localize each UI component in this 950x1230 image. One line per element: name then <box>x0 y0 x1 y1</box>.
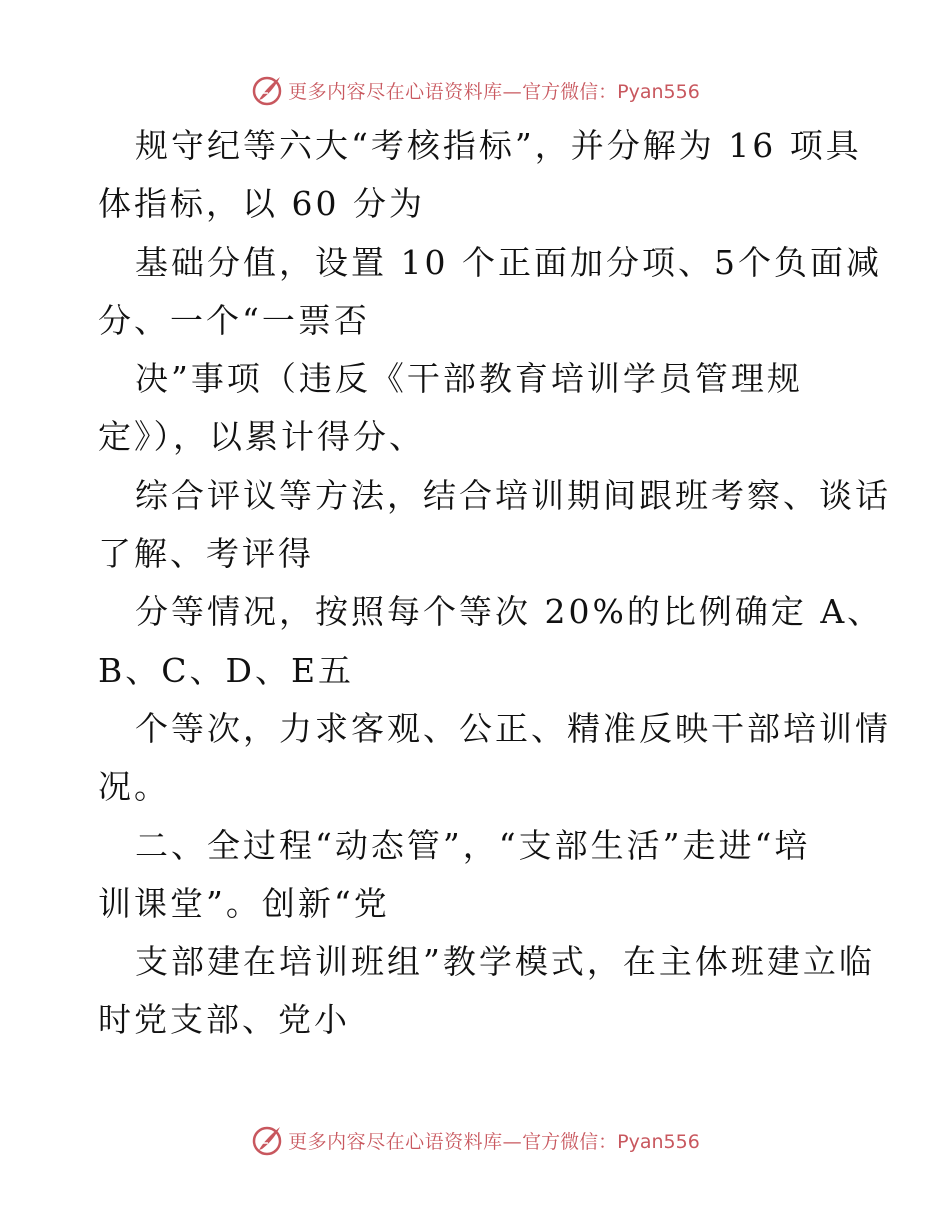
text-line: 定》），以累计得分、 <box>98 417 425 457</box>
text-line: 况。 <box>98 767 170 807</box>
text-line: 规守纪等六大“考核指标”，并分解为 16 项具 <box>135 126 862 165</box>
footer-contact-text: 官方微信：Pyan556 <box>522 1130 700 1153</box>
text-line: 分等情况，按照每个等次 20%的比例确定 A、 <box>135 592 884 632</box>
text-line: 时党支部、党小 <box>98 1000 350 1040</box>
quill-logo-icon <box>250 73 284 107</box>
text-line: 了解、考评得 <box>98 534 314 574</box>
text-line: 支部建在培训班组”教学模式，在主体班建立临 <box>135 942 875 982</box>
footer-banner <box>0 1120 950 1160</box>
text-line: 训课堂”。创新“党 <box>98 883 390 923</box>
quill-logo-icon <box>250 1123 284 1157</box>
document-body <box>98 117 891 1050</box>
footer-brand-text: 更多内容尽在心语资料库— <box>288 1130 523 1153</box>
text-line: B、C、D、E五 <box>98 650 355 690</box>
text-line: 综合评议等方法，结合培训期间跟班考察、谈话 <box>135 475 891 515</box>
text-line: 个等次，力求客观、公正、精准反映干部培训情 <box>135 708 891 748</box>
text-line: 体指标，以 60 分为 <box>98 184 425 224</box>
text-line: 分、一个“一票否 <box>98 300 370 340</box>
text-line: 二、全过程“动态管”，“支部生活”走进“培 <box>135 825 811 865</box>
header-contact-text: 官方微信：Pyan556 <box>522 80 700 103</box>
header-banner <box>0 70 950 110</box>
text-line: 基础分值，设置 10 个正面加分项、5个负面减 <box>135 242 882 282</box>
header-brand-text: 更多内容尽在心语资料库— <box>288 80 523 103</box>
text-line: 决”事项（违反《干部教育培训学员管理规 <box>135 359 803 399</box>
